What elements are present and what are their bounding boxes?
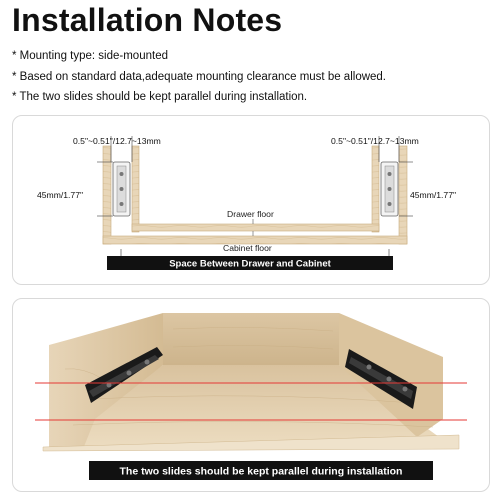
page-title: Installation Notes	[12, 2, 283, 38]
note-parallel: * The two slides should be kept parallel during installation.	[12, 91, 308, 103]
back-panel	[163, 313, 339, 365]
left-slide	[113, 162, 130, 216]
diagram-banner-text: Space Between Drawer and Cabinet	[169, 258, 331, 270]
installation-photo-panel	[12, 298, 490, 492]
height-guides	[97, 162, 413, 216]
gap-label-left: 0.5"~0.51"/12.7~13mm	[73, 136, 161, 146]
installation-photo	[13, 299, 489, 491]
drawer-floor-label: Drawer floor	[227, 209, 274, 219]
notes-list	[12, 46, 492, 108]
note-clearance: * Based on standard data,adequate mounting clearance must be allowed.	[12, 70, 387, 83]
cabinet-floor-label: Cabinet floor	[223, 243, 272, 253]
gap-label-right: 0.5"~0.51"/12.7~13mm	[331, 136, 419, 146]
right-slide	[381, 162, 398, 216]
drawer-outline	[132, 146, 379, 232]
dimension-diagram	[13, 116, 489, 284]
dimension-diagram-panel	[12, 115, 490, 285]
height-label-left: 45mm/1.77"	[37, 190, 84, 200]
photo-banner-text: The two slides should be kept parallel during installation	[119, 465, 403, 478]
note-mounting-type: * Mounting type: side-mounted	[12, 50, 168, 62]
height-label-right: 45mm/1.77"	[410, 190, 457, 200]
